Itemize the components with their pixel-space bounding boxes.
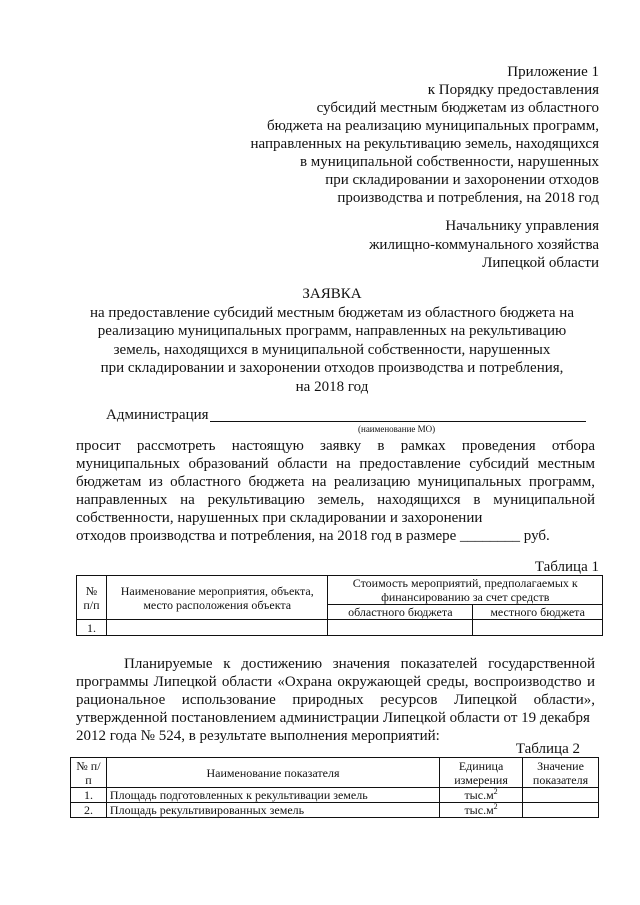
request-paragraph <box>76 437 595 545</box>
heading-line: реализацию муниципальных программ, направленных на рекультивацию <box>97 323 567 339</box>
heading-line: при складировании и захоронении отходов производства и потребления, <box>100 360 564 376</box>
administration-fill-line[interactable] <box>210 421 586 422</box>
table2-cell-num: 2. <box>71 803 107 818</box>
table2-header-unit: Единица измерения <box>440 758 523 788</box>
unit-superscript: 2 <box>493 787 498 796</box>
table2-cell-value[interactable] <box>523 788 599 803</box>
table1-header-num: № п/п <box>77 576 107 620</box>
appendix-line: бюджета на реализацию муниципальных программ, <box>266 118 599 134</box>
table1-header-regional: областного бюджета <box>328 605 473 620</box>
table1-header-name: Наименование мероприятия, объекта, место расположения объекта <box>106 576 328 620</box>
administration-row <box>106 406 596 426</box>
table2-header-num: № п/п <box>71 758 107 788</box>
appendix-block <box>199 63 599 207</box>
request-paragraph-last-line: отходов производства и потребления, на 2018 год в размере ________ руб. <box>76 528 550 544</box>
table1-header-cost: Стоимость мероприятий, предполагаемых к финансированию за счет средств <box>328 576 603 605</box>
indicators-paragraph <box>76 655 595 745</box>
heading-line: на 2018 год <box>295 378 369 395</box>
indicators-paragraph-body: Планируемые к достижению значения показателей государственной программы Липецкой области «Охрана окружающей среды, воспроизводство и рациональное использование природных ресурсов Липецкой области», утвержденной постановлением администрации Липецкой области от 19 декабря <box>76 656 595 726</box>
unit-text: тыс.м <box>464 803 494 817</box>
request-paragraph-body: просит рассмотреть настоящую заявку в рамках проведения отбора муниципальных образований области на предоставление субсидий местным бюджетам из областного бюджета на реализацию муниципальных программ, направленных на рекультивацию земель, находящихся в муниципальной собственности, нарушенных при складировании и захоронении <box>76 438 595 526</box>
table-row <box>77 620 603 636</box>
table2-header-value: Значение показателя <box>523 758 599 788</box>
table1-cell-regional[interactable] <box>328 620 473 636</box>
table2-cell-unit <box>440 803 523 818</box>
heading-line: на предоставление субсидий местным бюджетам из областного бюджета на <box>90 304 574 321</box>
heading-line: земель, находящихся в муниципальной собственности, нарушенных <box>113 341 551 358</box>
unit-text: тыс.м <box>464 788 494 802</box>
table1-cell-num: 1. <box>77 620 107 636</box>
appendix-line: к Порядку предоставления <box>427 82 599 98</box>
mo-name-note: (наименование МО) <box>358 424 436 434</box>
table2-cell-value[interactable] <box>523 803 599 818</box>
table-row <box>71 803 599 818</box>
table2-cell-name: Площадь рекультивированных земель <box>106 803 439 818</box>
table1-header-local: местного бюджета <box>473 605 603 620</box>
appendix-line: производства и потребления, на 2018 год <box>337 190 599 206</box>
table-row <box>71 788 599 803</box>
table2-cell-unit <box>440 788 523 803</box>
appendix-line: в муниципальной собственности, нарушенных <box>299 154 599 170</box>
administration-label: Администрация <box>106 407 209 423</box>
table1 <box>76 575 603 636</box>
addressee-line: жилищно-коммунального хозяйства <box>369 236 599 253</box>
table2-cell-name: Площадь подготовленных к рекультивации земель <box>106 788 439 803</box>
appendix-line: Приложение 1 <box>507 64 599 80</box>
table1-cell-name[interactable] <box>106 620 328 636</box>
unit-superscript: 2 <box>493 802 498 811</box>
document-heading <box>82 285 582 396</box>
table2-header-name: Наименование показателя <box>106 758 439 788</box>
appendix-line: субсидий местным бюджетам из областного <box>316 100 599 116</box>
table2 <box>70 757 599 818</box>
table2-cell-num: 1. <box>71 788 107 803</box>
addressee-line: Начальнику управления <box>445 218 599 234</box>
table2-caption: Таблица 2 <box>515 741 580 757</box>
appendix-line: при складировании и захоронении отходов <box>325 172 599 188</box>
table1-cell-local[interactable] <box>473 620 603 636</box>
addressee-line: Липецкой области <box>482 255 599 271</box>
document-title: ЗАЯВКА <box>302 286 362 302</box>
addressee-block <box>269 217 599 273</box>
indicators-paragraph-last-line: 2012 года № 524, в результате выполнения мероприятий: <box>76 728 440 744</box>
appendix-line: направленных на рекультивацию земель, находящихся <box>250 136 599 152</box>
table1-caption: Таблица 1 <box>534 559 599 575</box>
